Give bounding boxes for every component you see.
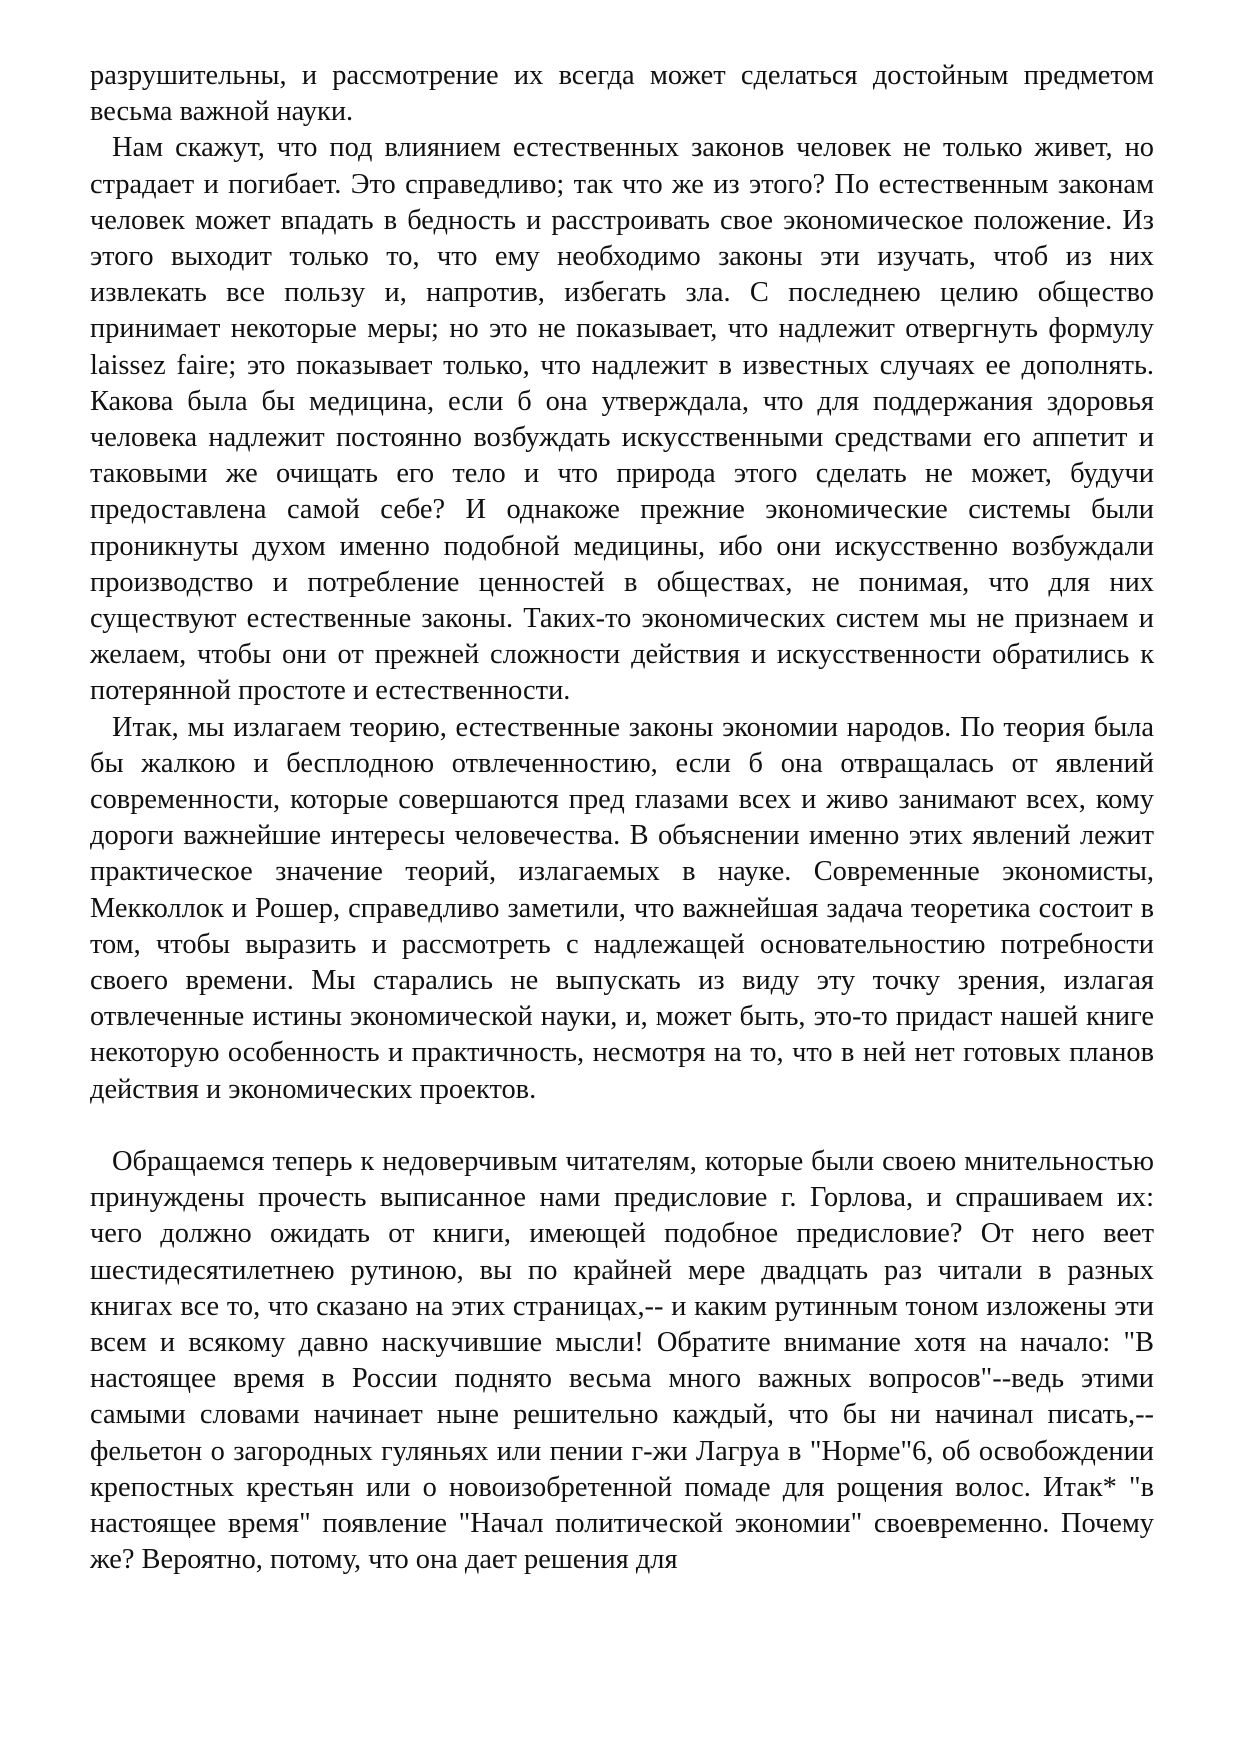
paragraph-theory: Итак, мы излагаем теорию, естественные законы экономии народов. По теория была бы жалкою и бесплодною отвлеченностию, если б она отвращалась от явлений современности, которые совершаются пред глазами всех и живо занимают всех, кому дороги важнейшие интересы человечества. В объяснении именно этих явлений лежит практическое значение теорий, излагаемых в науке. Современные экономисты, Мекколлок и Рошер, справедливо заметили, что важнейшая задача теоретика состоит в том, чтобы выразить и рассмотреть с надлежащей основательностию потребности своего времени. Мы старались не выпускать из виду эту точку зрения, излагая отвлеченные истины экономической науки, и, может быть, это-то придаст нашей книге некоторую особенность и практичность, несмотря на то, что в ней нет готовых планов действия и экономических проектов.	[90, 711, 1154, 1105]
paragraph-readers: Обращаемся теперь к недоверчивым читателям, которые были своею мнительностью принуждены прочесть выписанное нами предисловие г. Горлова, и спрашиваем их: чего должно ожидать от книги, имеющей подобное предисловие? От него веет шестидесятилетнею рутиною, вы по крайней мере двадцать раз читали в разных книгах все то, что сказано на этих страницах,-- и каким рутинным тоном изложены эти всем и всякому давно наскучившие мысли! Обратите внимание хотя на начало: "В настоящее время в России поднято весьма много важных вопросов"--ведь этими самыми словами начинает ныне решительно каждый, что бы ни начинал писать,-- фельетон о загородных гуляньях или пении г-жи Лагруа в "Норме"6, об освобождении крепостных крестьян или о новоизобретенной помаде для рощения волос. Итак* "в настоящее время" появление "Начал политической экономии" своевременно. Почему же? Вероятно, потому, что она дает решения для	[90, 1145, 1154, 1576]
paragraph-natural-laws: Нам скажут, что под влиянием естественных законов человек не только живет, но страдает и погибает. Это справедливо; так что же из этого? По естественным законам человек может впадать в бедность и расстроивать свое экономическое положение. Из этого выходит только то, что ему необходимо законы эти изучать, чтоб из них извлекать все пользу и, напротив, избегать зла. С последнею целию общество принимает некоторые меры; но это не показывает, что надлежит отвергнуть формулу laissez faire; это показывает только, что надлежит в известных случаях ее дополнять. Какова была бы медицина, если б она утверждала, что для поддержания здоровья человека надлежит постоянно возбуждать искусственными средствами его аппетит и таковыми же очищать его тело и что природа этого сделать не может, будучи предоставлена самой себе? И однакоже прежние экономические системы были проникнуты духом именно подобной медицины, ибо они искусственно возбуждали производство и потребление ценностей в обществах, не понимая, что для них существуют естественные законы. Таких-то экономических систем мы не признаем и желаем, чтобы они от прежней сложности действия и искусственности обратились к потерянной простоте и естественности.	[90, 132, 1154, 707]
paragraph-continuation: разрушительны, и рассмотрение их всегда может сделаться достойным предметом весьма важной науки.	[90, 60, 1154, 128]
section-break	[90, 1108, 1154, 1144]
document-page	[90, 58, 1154, 1578]
